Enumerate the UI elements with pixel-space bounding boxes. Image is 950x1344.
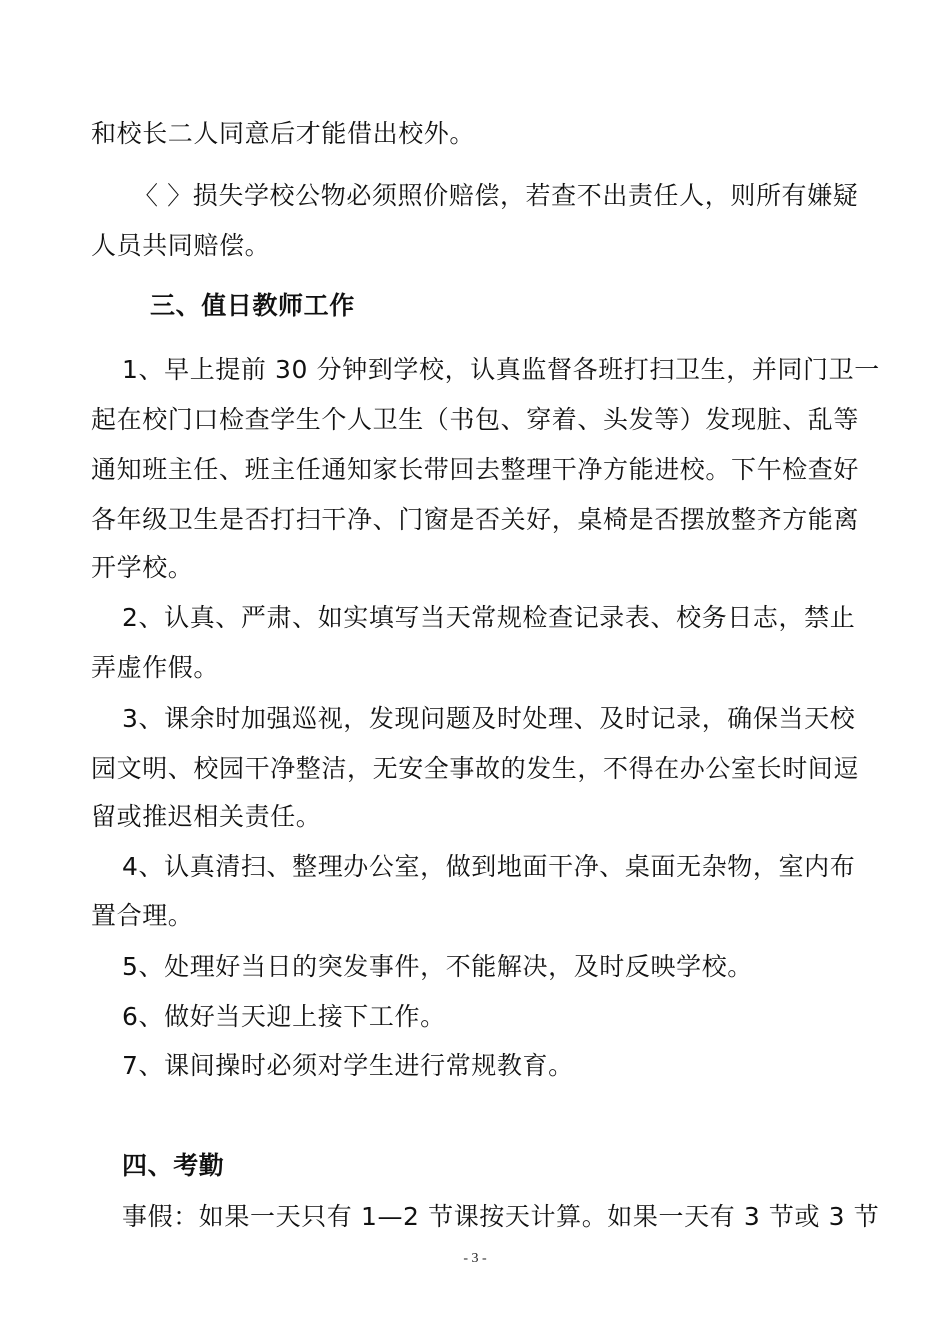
- text-line: 事假：如果一天只有 1—2 节课按天计算。如果一天有 3 节或 3 节: [122, 1202, 880, 1231]
- text-line: 置合理。: [91, 901, 194, 930]
- text-line: 留或推迟相关责任。: [91, 802, 322, 831]
- text-line: 园文明、校园干净整洁，无安全事故的发生，不得在办公室长时间逗: [91, 754, 860, 783]
- text-line: 弄虚作假。: [91, 653, 220, 682]
- page-number: - 3 -: [463, 1251, 487, 1266]
- text-line: 人员共同赔偿。: [91, 231, 271, 260]
- text-line: 通知班主任、班主任通知家长带回去整理干净方能进校。下午检查好: [91, 455, 860, 484]
- section-heading: 三、值日教师工作: [150, 291, 355, 320]
- text-line: 3、课余时加强巡视，发现问题及时处理、及时记录，确保当天校: [122, 704, 856, 733]
- text-line: 1、早上提前 30 分钟到学校，认真监督各班打扫卫生，并同门卫一: [122, 355, 880, 384]
- text-line: 6、做好当天迎上接下工作。: [122, 1002, 446, 1031]
- text-line: 〈 〉损失学校公物必须照价赔偿，若查不出责任人，则所有嫌疑: [133, 181, 859, 210]
- text-line: 起在校门口检查学生个人卫生（书包、穿着、头发等）发现脏、乱等: [91, 405, 860, 434]
- text-line: 和校长二人同意后才能借出校外。: [91, 119, 476, 148]
- text-line: 各年级卫生是否打扫干净、门窗是否关好，桌椅是否摆放整齐方能离: [91, 505, 860, 534]
- section-heading: 四、考勤: [122, 1151, 225, 1180]
- text-line: 5、处理好当日的突发事件，不能解决，及时反映学校。: [122, 952, 753, 981]
- text-line: 开学校。: [91, 553, 194, 582]
- text-line: 4、认真清扫、整理办公室，做到地面干净、桌面无杂物，室内布: [122, 852, 856, 881]
- text-line: 2、认真、严肃、如实填写当天常规检查记录表、校务日志，禁止: [122, 603, 856, 632]
- text-line: 7、课间操时必须对学生进行常规教育。: [122, 1051, 574, 1080]
